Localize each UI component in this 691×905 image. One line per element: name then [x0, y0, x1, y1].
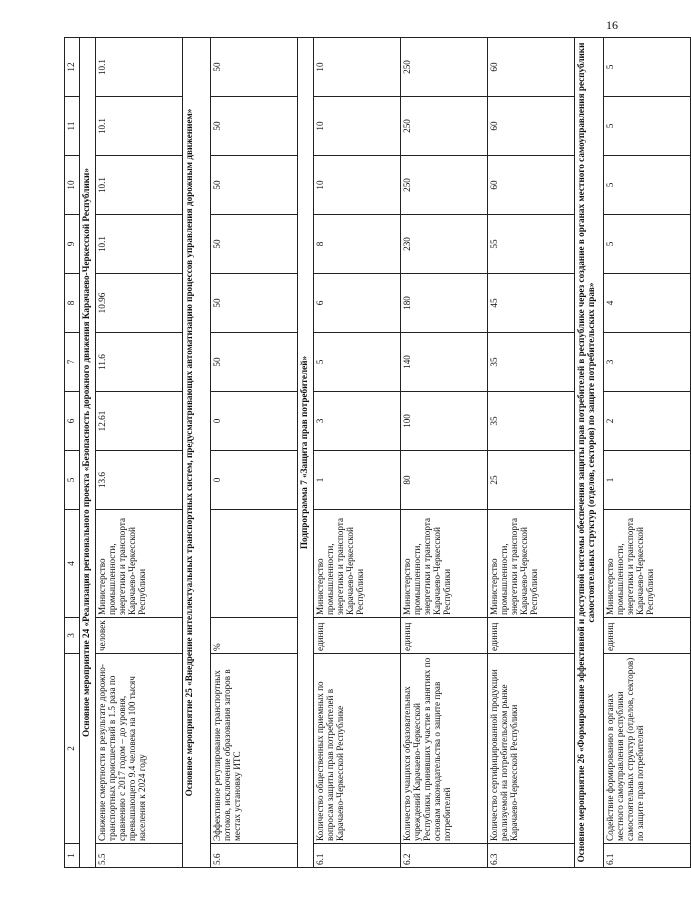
executor: Министерство промышленности, энергетики и транспорта Карачаево-Черкесской Республики: [401, 509, 488, 617]
section-row-25: [183, 37, 211, 867]
executor: Министерство промышленности, энергетики и транспорта Карачаево-Черкесской Республики: [488, 509, 575, 617]
section-row-24: [80, 37, 96, 867]
column-number-row: [65, 37, 80, 867]
column-number: 9: [65, 214, 80, 273]
executor: Министерство промышленности, энергетики и транспорта Карачаево-Черкесской Республики: [604, 509, 691, 617]
executor: Министерство промышленности, энергетики и транспорта Карачаево-Черкесской Республики: [314, 509, 401, 617]
value-cell: 10.1: [96, 155, 183, 214]
column-number: 12: [65, 37, 80, 96]
value-cell: 10: [314, 96, 401, 155]
value-cell: 35: [488, 332, 575, 391]
unit: единиц: [604, 617, 691, 653]
value-cell: 100: [401, 391, 488, 450]
column-number: 1: [65, 843, 80, 867]
row-number: 5.6: [211, 843, 298, 867]
value-cell: 50: [211, 155, 298, 214]
table-row: [488, 37, 575, 867]
value-cell: 60: [488, 155, 575, 214]
table-row: [211, 37, 298, 867]
value-cell: 0: [211, 450, 298, 509]
row-number: 6.2: [401, 843, 488, 867]
indicator-name: Эффективное регулирование транспортных потоков, исключение образования заторов в местах установку ИТС: [211, 653, 298, 843]
value-cell: 60: [488, 96, 575, 155]
value-cell: 230: [401, 214, 488, 273]
value-cell: 50: [211, 37, 298, 96]
value-cell: 13.6: [96, 450, 183, 509]
value-cell: 50: [211, 214, 298, 273]
value-cell: 5: [604, 155, 691, 214]
value-cell: 10.1: [96, 37, 183, 96]
value-cell: 10: [314, 155, 401, 214]
value-cell: 10.1: [96, 96, 183, 155]
value-cell: 5: [604, 37, 691, 96]
column-number: 3: [65, 617, 80, 653]
column-number: 4: [65, 509, 80, 617]
unit: человек: [96, 617, 183, 653]
indicators-table-sheet: [64, 38, 656, 868]
value-cell: 11.6: [96, 332, 183, 391]
indicators-table: [64, 37, 691, 868]
value-cell: 1: [314, 450, 401, 509]
value-cell: 0: [211, 391, 298, 450]
value-cell: 50: [211, 332, 298, 391]
value-cell: 35: [488, 391, 575, 450]
table-row: [314, 37, 401, 867]
value-cell: 180: [401, 273, 488, 332]
executor: [211, 509, 298, 617]
column-number: 6: [65, 391, 80, 450]
row-number: 6.3: [488, 843, 575, 867]
value-cell: 50: [211, 96, 298, 155]
indicator-name: Количество сертифицированной продукции реализуемой на потребительском рынке Карачаево-Черкесской Республики: [488, 653, 575, 843]
column-number: 8: [65, 273, 80, 332]
indicator-name: Снижение смертности в результате дорожно-транспортных происшествий в 1.5 раза по сравнению с 2017 годом – до уровня, превышающего 9.4 человека на 100 тысяч населения к 2024 году: [96, 653, 183, 843]
unit: единиц: [401, 617, 488, 653]
column-number: 11: [65, 96, 80, 155]
section-title: Основное мероприятие 25 «Внедрение интеллектуальных транспортных систем, предусматривающих автоматизацию процессов управления дорожным движением»: [183, 37, 211, 867]
column-number: 7: [65, 332, 80, 391]
page-number: 16: [606, 18, 618, 32]
indicator-name: Количество общественных приемных по вопросам защиты прав потребителей в Карачаево-Черкесской Республике: [314, 653, 401, 843]
value-cell: 10: [314, 37, 401, 96]
value-cell: 140: [401, 332, 488, 391]
unit: единиц: [488, 617, 575, 653]
value-cell: 25: [488, 450, 575, 509]
value-cell: 6: [314, 273, 401, 332]
value-cell: 5: [604, 96, 691, 155]
value-cell: 5: [604, 214, 691, 273]
indicator-name: Количество учащихся образовательных учреждений Карачаево-Черкесской Республики, принявших участие в занятиях по основам законодательства о защите прав потребителей: [401, 653, 488, 843]
value-cell: 50: [211, 273, 298, 332]
value-cell: 2: [604, 391, 691, 450]
indicator-name: Содействие формированию в органах местного самоуправления республики самостоятельных структур (отделов, секторов) по защите прав потребителей: [604, 653, 691, 843]
value-cell: 80: [401, 450, 488, 509]
value-cell: 45: [488, 273, 575, 332]
value-cell: 3: [314, 391, 401, 450]
subprogram-row-7: [298, 37, 314, 867]
column-number: 2: [65, 653, 80, 843]
executor: Министерство промышленности, энергетики и транспорта Карачаево-Черкесской Республики: [96, 509, 183, 617]
value-cell: 3: [604, 332, 691, 391]
value-cell: 10.96: [96, 273, 183, 332]
column-number: 5: [65, 450, 80, 509]
table-row: [96, 37, 183, 867]
value-cell: 5: [314, 332, 401, 391]
value-cell: 1: [604, 450, 691, 509]
value-cell: 250: [401, 155, 488, 214]
unit: %: [211, 617, 298, 653]
value-cell: 4: [604, 273, 691, 332]
value-cell: 250: [401, 37, 488, 96]
section-title: Основное мероприятие 26 «Формирование эффективной и доступной системы обеспечения защиты прав потребителей в республике через создание в органах местного самоуправления республики самостоятельных структур (отделов, секторов) по защите потребительских прав»: [575, 37, 604, 867]
value-cell: 12.61: [96, 391, 183, 450]
row-number: 5.5: [96, 843, 183, 867]
subprogram-title: Подпрограмма 7 «Защита прав потребителей»: [298, 37, 314, 867]
section-row-26: [575, 37, 604, 867]
value-cell: 10.1: [96, 214, 183, 273]
value-cell: 250: [401, 96, 488, 155]
unit: единиц: [314, 617, 401, 653]
value-cell: 60: [488, 37, 575, 96]
value-cell: 55: [488, 214, 575, 273]
value-cell: 8: [314, 214, 401, 273]
column-number: 10: [65, 155, 80, 214]
row-number: 6.1: [314, 843, 401, 867]
row-number: 6.1: [604, 843, 691, 867]
section-title: Основное мероприятие 24 «Реализация регионального проекта «Безопасность дорожного движения Карачаево-Черкесской Республики»: [80, 37, 96, 867]
table-row: [401, 37, 488, 867]
table-row: [604, 37, 691, 867]
